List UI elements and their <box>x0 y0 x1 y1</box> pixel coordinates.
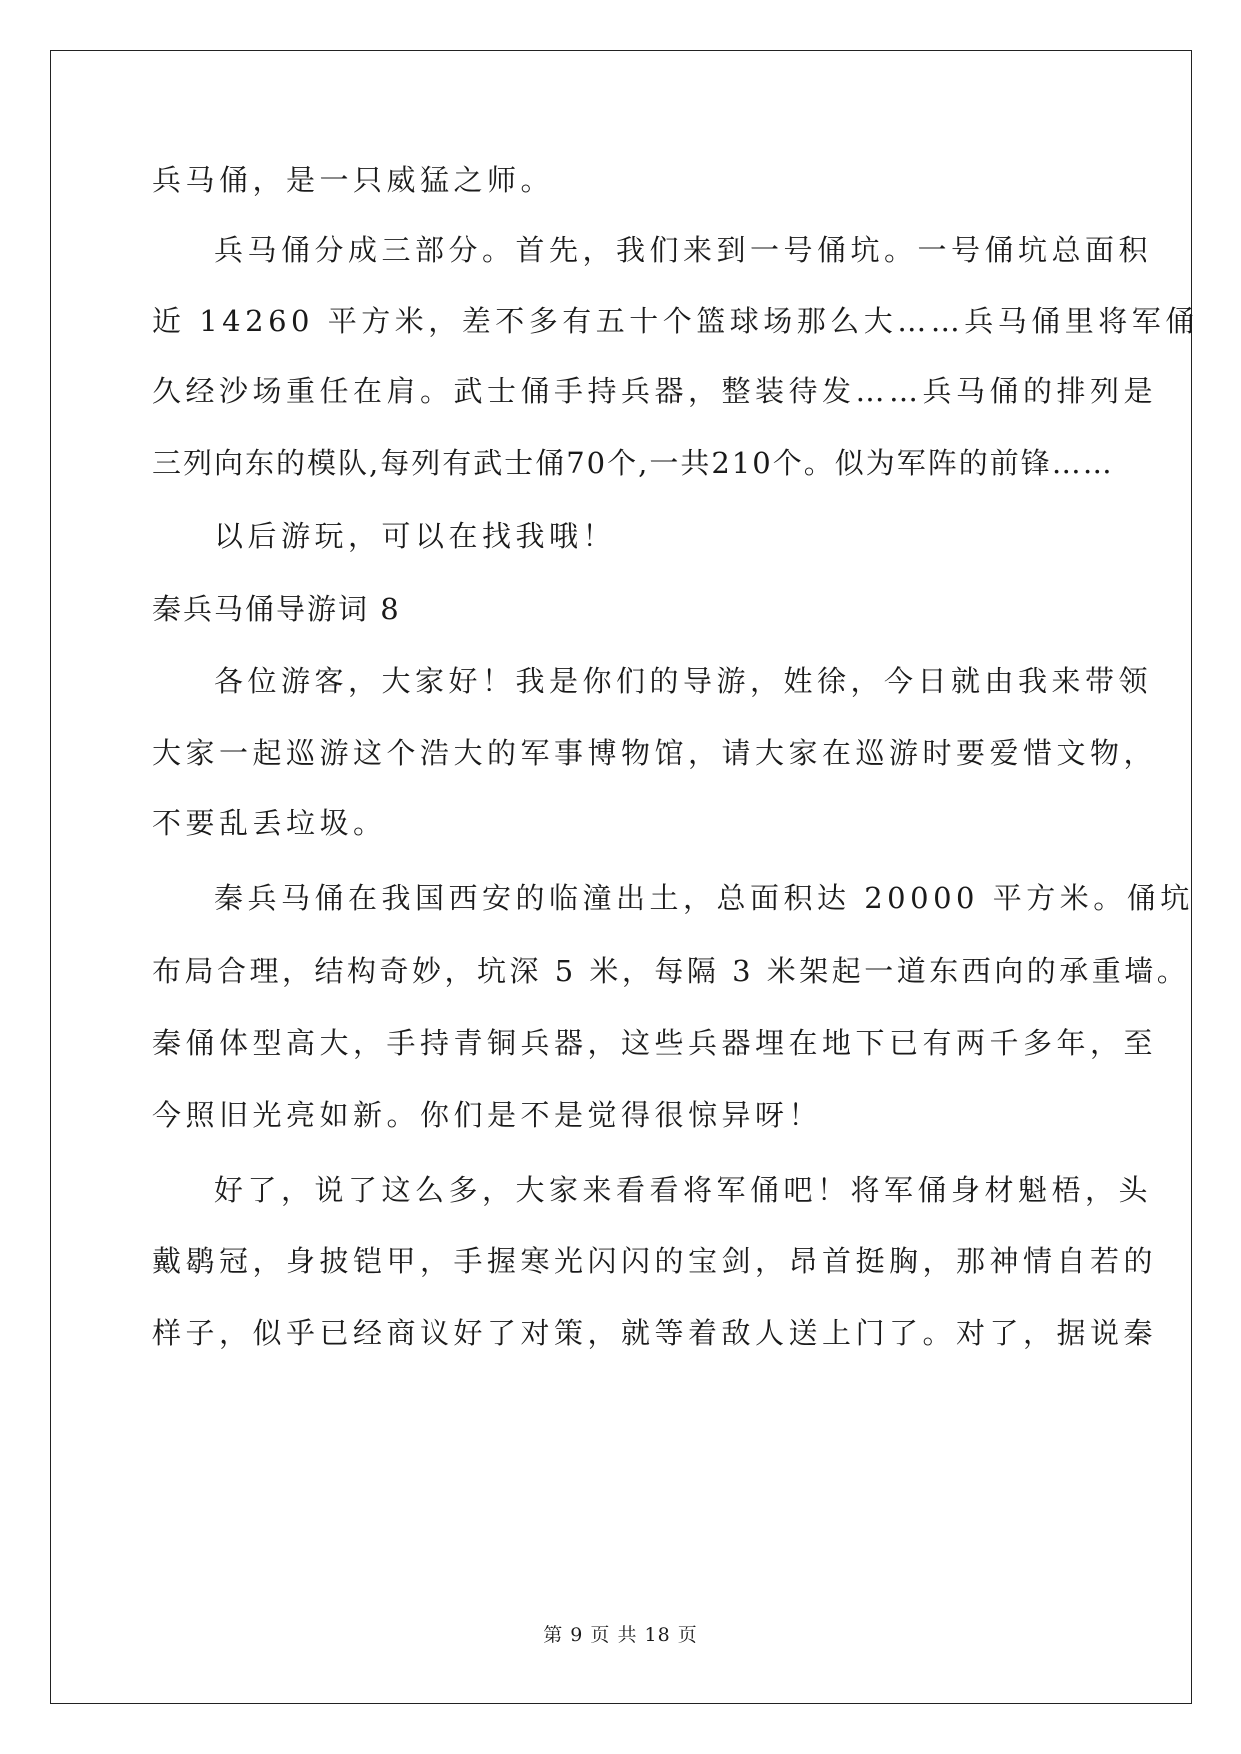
text-line: 兵马俑，是一只威猛之师。 <box>152 163 555 197</box>
text-line: 大家一起巡游这个浩大的军事博物馆，请大家在巡游时要爱惜文物， <box>152 736 1158 770</box>
text-line: 戴鹖冠，身披铠甲，手握寒光闪闪的宝剑，昂首挺胸，那神情自若的 <box>152 1244 1158 1278</box>
paragraph-first-line: 秦兵马俑在我国西安的临潼出土，总面积达 20000 平方米。俑坑 <box>214 881 1194 915</box>
paragraph-first-line: 各位游客，大家好！我是你们的导游，姓徐，今日就由我来带领 <box>214 664 1153 698</box>
section-heading: 秦兵马俑导游词 8 <box>152 592 401 626</box>
text-line: 今照旧光亮如新。你们是不是觉得很惊异呀！ <box>152 1098 823 1132</box>
text-line: 三列向东的模队,每列有武士俑70个,一共210个。似为军阵的前锋…… <box>152 446 1114 480</box>
text-line: 不要乱丢垃圾。 <box>152 806 387 840</box>
text-line: 样子，似乎已经商议好了对策，就等着敌人送上门了。对了，据说秦 <box>152 1316 1158 1350</box>
page-number-footer: 第 9 页 共 18 页 <box>543 1624 698 1646</box>
paragraph-first-line: 兵马俑分成三部分。首先，我们来到一号俑坑。一号俑坑总面积 <box>214 233 1153 267</box>
text-line: 近 14260 平方米，差不多有五十个篮球场那么大……兵马俑里将军俑 <box>152 304 1199 338</box>
text-line: 布局合理，结构奇妙，坑深 5 米，每隔 3 米架起一道东西向的承重墙。 <box>152 954 1190 988</box>
text-line: 秦俑体型高大，手持青铜兵器，这些兵器埋在地下已有两千多年，至 <box>152 1026 1158 1060</box>
page-border <box>50 50 1192 1704</box>
paragraph-first-line: 好了，说了这么多，大家来看看将军俑吧！将军俑身材魁梧，头 <box>214 1173 1153 1207</box>
text-line: 久经沙场重任在肩。武士俑手持兵器，整装待发……兵马俑的排列是 <box>152 374 1158 408</box>
paragraph-first-line: 以后游玩，可以在找我哦！ <box>214 519 617 553</box>
